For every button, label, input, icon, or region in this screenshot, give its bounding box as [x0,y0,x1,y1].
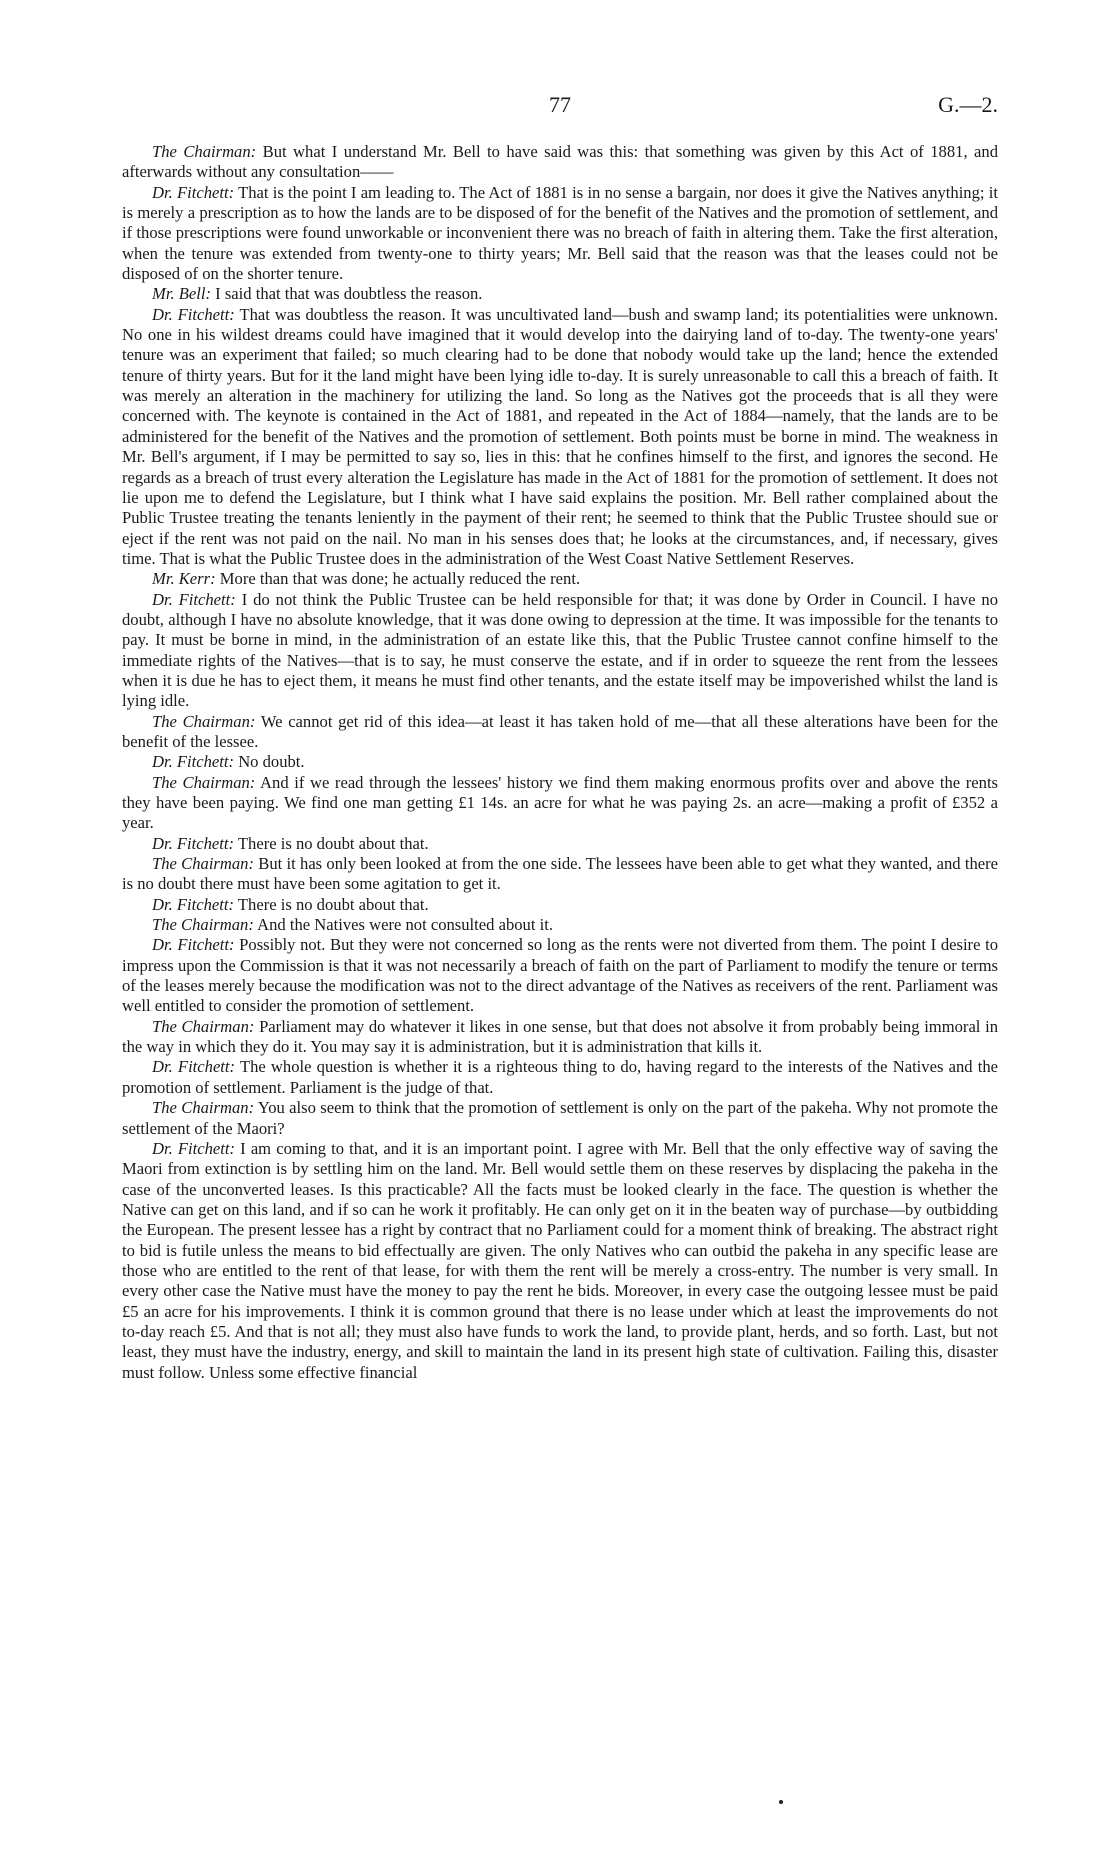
paragraph-text: And if we read through the lessees' history we find them making enormous profits over and above the rents they have been paying. We find one man getting £1 14s. an acre for what he was paying 2s. an acre—making a profit of £352 a year. [122,772,999,833]
paragraph-text: That is the point I am leading to. The Act of 1881 is in no sense a bargain, nor does it give the Natives anything; it is merely a prescription as to how the lands are to be disposed of for the benefit of the Natives and the promotion of settlement, and if those prescriptions were found unworkable or inconvenient there was no breach of faith in altering them. Take the first alteration, when the tenure was extended from twenty-one to thirty years; Mr. Bell said that the reason was that the leases could not be disposed of on the shorter tenure. [122,182,998,284]
paragraph-text: There is no doubt about that. [237,894,429,914]
transcript-paragraph [122,834,998,854]
speaker-name: Dr. Fitchett: [152,182,235,202]
transcript-paragraph [122,895,998,915]
document-reference: G.—2. [938,92,998,117]
paragraph-text: But it has only been looked at from the one side. The lessees have been able to get what they wanted, and there is no doubt there must have been some agitation to get it. [122,854,998,894]
transcript-paragraph [122,773,998,834]
paragraph-text: I do not think the Public Trustee can be held responsible for that; it was done by Order in Council. I have no doubt, although I have no absolute knowledge, that it was done owing to depression at the time. It was impossible for the tenants to pay. It must be borne in mind, in the administration of an estate like this, that the Public Trustee cannot confine himself to the immediate rights of the Natives—that is to say, he must conserve the estate, and if in order to squeeze the rent from the lessees when it is due he has to eject them, it means he must find other tenants, and the estate itself may be impoverished whilst the land is lying idle. [122,589,998,711]
speaker-name: The Chairman: [152,1016,255,1036]
transcript-paragraph [122,183,998,285]
paragraph-text: Parliament may do whatever it likes in one sense, but that does not absolve it from probably being immoral in the way in which they do it. You may say it is administration, but it is administration that kills it. [122,1016,998,1057]
paragraph-text: Possibly not. But they were not concerned so long as the rents were not diverted from them. The point I desire to impress upon the Commission is that it was not necessarily a breach of faith on the part of Parliament to modify the tenure or terms of the leases merely because the modification was not to the direct advantage of the Natives as receivers of the rent. Parliament was well entitled to consider the promotion of settlement. [122,935,998,1016]
transcript-paragraph [122,305,998,569]
transcript-paragraph [122,752,998,772]
page-number: 77 [549,92,571,117]
paragraph-text: There is no doubt about that. [237,833,429,853]
transcript-paragraph [122,569,998,589]
transcript-paragraph [122,1057,998,1098]
speaker-name: Mr. Kerr: [152,569,216,589]
transcript-paragraph [122,915,998,935]
paragraph-text: No doubt. [238,752,305,772]
transcript-paragraph [122,1098,998,1139]
speaker-name: Dr. Fitchett: [152,1138,236,1158]
paragraph-text: And the Natives were not consulted about it. [257,915,553,935]
paragraph-text: More than that was done; he actually reduced the rent. [219,569,581,589]
speaker-name: The Chairman: [152,142,257,161]
page-header [122,92,998,122]
transcript-paragraph [122,1017,998,1058]
speaker-name: Dr. Fitchett: [152,304,235,324]
transcript-paragraph [122,1139,998,1383]
transcript-paragraph [122,854,998,895]
speaker-name: Dr. Fitchett: [152,752,235,772]
speaker-name: Dr. Fitchett: [152,589,236,609]
paragraph-text: I said that that was doubtless the reason. [215,284,483,304]
paragraph-text: The whole question is whether it is a righteous thing to do, having regard to the interests of the Natives and the promotion of settlement. Parliament is the judge of that. [122,1057,998,1097]
transcript-paragraph [122,284,998,304]
speaker-name: Mr. Bell: [152,284,211,304]
paragraph-text: You also seem to think that the promotion of settlement is only on the part of the pakeha. Why not promote the settlement of the Maori? [122,1098,998,1138]
speaker-name: The Chairman: [152,915,254,935]
paragraph-text: That was doubtless the reason. It was uncultivated land—bush and swamp land; its potentialities were unknown. No one in his wildest dreams could have imagined that it would develop into the dairying land of to-day. The twenty-one years' tenure was an experiment that failed; so much clearing had to be done that nobody would take up the land; hence the extended tenure of thirty years. But for it the land might have been lying idle to-day. It is surely unreasonable to call this a breach of faith. It was merely an alteration in the machinery for utilizing the land. So long as the Natives got the proceeds that is all they were concerned with. The keynote is contained in the Act of 1881, and repeated in the Act of 1884—namely, that the lands are to be administered for the benefit of the Natives and the promotion of settlement. Both points must be borne in mind. The weakness in Mr. Bell's argument, if I may be permitted to say so, lies in this: that he confines himself to the first, and ignores the second. He regards as a breach of trust every alteration the Legislature has made in the Act of 1881 for the promotion of settlement. It does not lie upon me to defend the Legislature, but I think what I have said explains the position. Mr. Bell rather complained about the Public Trustee treating the tenants leniently in the payment of their rent; he seemed to think that the Public Trustee should sue or eject if the rent was not paid on the nail. No man in his senses does that; he looks at the circumstances, and, if necessary, gives time. That is what the Public Trustee does in the administration of the West Coast Native Settlement Reserves. [122,304,999,568]
transcript-paragraph [122,712,998,753]
paragraph-text: I am coming to that, and it is an important point. I agree with Mr. Bell that the only effective way of saving the Maori from extinction is by settling him on the land. Mr. Bell would settle them on these reserves by displacing the pakeha in the case of the unconverted leases. Is this practicable? All the facts must be looked clearly in the face. The question is whether the Native can get on this land, and if so can he work it profitably. He can only get on it in the beaten way of purchase—by outbidding the European. The present lessee has a right by contract that no Parliament could for a moment think of breaking. The abstract right to bid is futile unless the means to bid effectually are given. The only Natives who can outbid the pakeha in any specific lease are those who are entitled to the rent of that lease, for with them the rent will be merely a cross-entry. The number is very small. In every other case the Native must have the money to pay the rent he bids. Moreover, in every case the outgoing lessee must be paid £5 an acre for his improvements. I think it is common ground that there is no lease under which at least the improvements do not to-day reach £5. And that is not all; they must also have funds to work the land, to provide plant, herds, and so forth. Last, but not least, they must have the industry, energy, and skill to maintain the land in its present high state of cultivation. Failing this, disaster must follow. Unless some effective financial [122,1138,998,1382]
speaker-name: The Chairman: [152,1098,255,1118]
paragraph-text: But what I understand Mr. Bell to have said was this: that something was given by this Act of 1881, and afterwards without any consultation—— [122,142,998,182]
speaker-name: Dr. Fitchett: [152,833,235,853]
speaker-name: Dr. Fitchett: [152,935,235,955]
transcript-paragraph [122,935,998,1016]
speaker-name: The Chairman: [152,772,256,792]
speaker-name: Dr. Fitchett: [152,894,235,914]
transcript-paragraph [122,142,998,183]
speaker-name: Dr. Fitchett: [152,1057,236,1077]
paragraph-text: We cannot get rid of this idea—at least it has taken hold of me—that all these alterations have been for the benefit of the lessee. [122,711,998,751]
transcript-paragraph [122,590,998,712]
page-mark [779,1800,783,1804]
speaker-name: The Chairman: [152,854,254,874]
transcript-body [122,142,998,1383]
speaker-name: The Chairman: [152,711,256,731]
